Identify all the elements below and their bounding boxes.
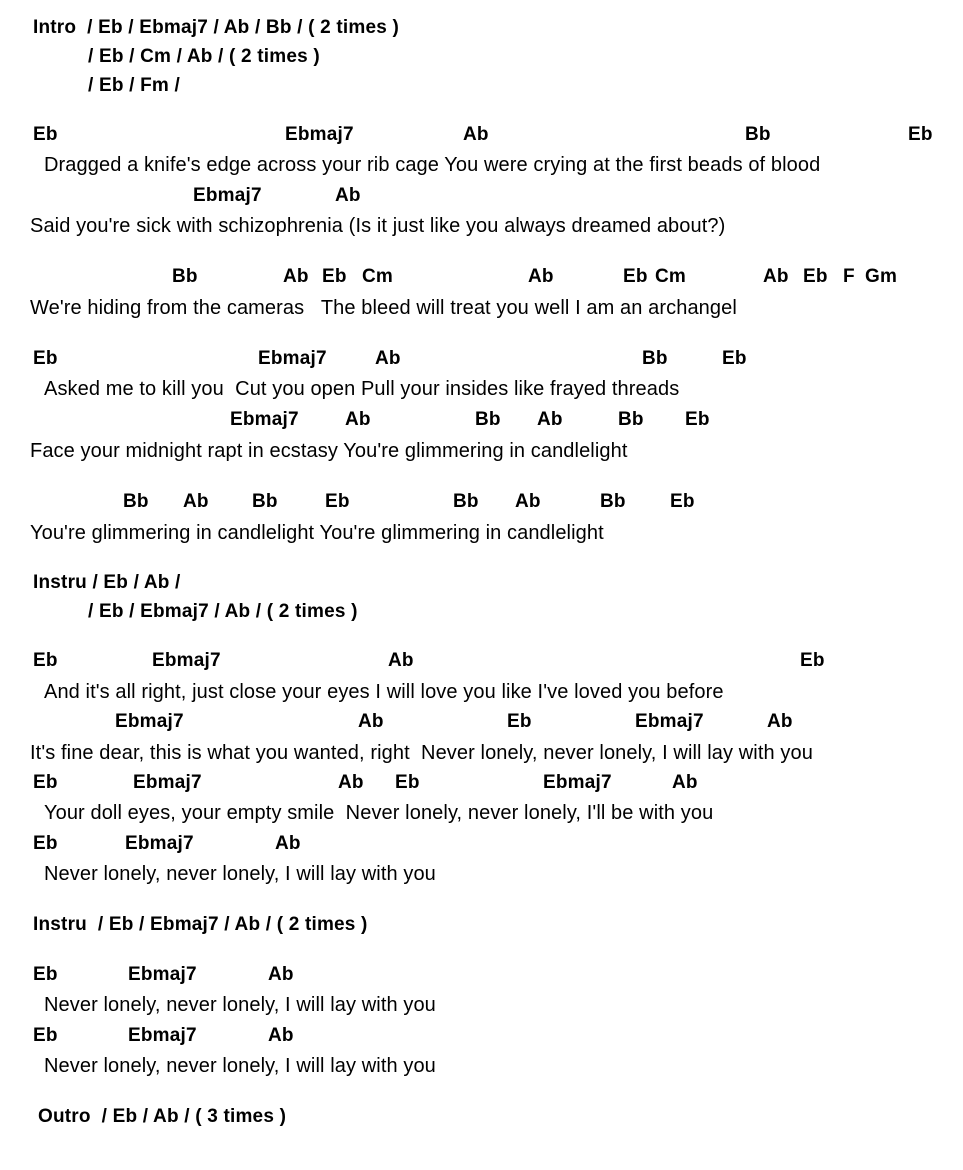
chord: Ab (358, 711, 384, 732)
chord: F (843, 266, 855, 287)
chord: Bb (453, 491, 479, 512)
chord: Bb (600, 491, 626, 512)
chord: Eb (908, 124, 933, 145)
chord: Bb (745, 124, 771, 145)
chord: Ab (335, 185, 361, 206)
chord: Ebmaj7 (230, 409, 299, 430)
chord: Bb (252, 491, 278, 512)
chord-line (0, 651, 963, 671)
chord: Ebmaj7 (125, 833, 194, 854)
chord: Eb (33, 964, 58, 985)
section-line: Instru / Eb / Ab / (33, 572, 181, 593)
chord: Ebmaj7 (128, 964, 197, 985)
chord-line (0, 349, 963, 369)
chord: Ab (767, 711, 793, 732)
chord: Eb (322, 266, 347, 287)
chord: Bb (172, 266, 198, 287)
chord: Eb (623, 266, 648, 287)
chord: Bb (642, 348, 668, 369)
chord: Ab (672, 772, 698, 793)
lyric-line: Never lonely, never lonely, I will lay with you (44, 863, 436, 885)
section-line: Intro / Eb / Ebmaj7 / Ab / Bb / ( 2 times ) (33, 17, 399, 38)
chord: Ab (268, 964, 294, 985)
chord: Eb (33, 348, 58, 369)
chord-line (0, 773, 963, 793)
chord: Ab (183, 491, 209, 512)
chord-line (0, 1026, 963, 1046)
chord: Ab (463, 124, 489, 145)
lyric-line: Asked me to kill you Cut you open Pull your insides like frayed threads (44, 378, 680, 400)
chord: Cm (655, 266, 687, 287)
chord: Ebmaj7 (258, 348, 327, 369)
chord: Eb (33, 833, 58, 854)
chord: Ab (345, 409, 371, 430)
section-line: Instru / Eb / Ebmaj7 / Ab / ( 2 times ) (33, 914, 368, 935)
chord-line (0, 267, 963, 287)
chord-line (0, 965, 963, 985)
chord: Ab (537, 409, 563, 430)
lyric-line: We're hiding from the cameras The bleed will treat you well I am an archangel (30, 297, 737, 319)
chord: Ebmaj7 (152, 650, 221, 671)
lyric-line: And it's all right, just close your eyes I will love you like I've loved you before (44, 681, 724, 703)
chord: Ebmaj7 (128, 1025, 197, 1046)
chord: Eb (803, 266, 828, 287)
section-line: / Eb / Ebmaj7 / Ab / ( 2 times ) (88, 601, 358, 622)
lyric-line: Dragged a knife's edge across your rib cage You were crying at the first beads of blood (44, 154, 821, 176)
chord: Cm (362, 266, 394, 287)
chord-line (0, 712, 963, 732)
chord: Eb (33, 650, 58, 671)
chord: Eb (685, 409, 710, 430)
chord: Ab (268, 1025, 294, 1046)
chord: Ab (283, 266, 309, 287)
lyric-line: Your doll eyes, your empty smile Never lonely, never lonely, I'll be with you (44, 802, 714, 824)
chord: Ebmaj7 (193, 185, 262, 206)
chord: Eb (395, 772, 420, 793)
chord: Eb (722, 348, 747, 369)
chord: Ebmaj7 (133, 772, 202, 793)
lyric-line: Face your midnight rapt in ecstasy You're glimmering in candlelight (30, 440, 628, 462)
section-line: / Eb / Fm / (88, 75, 180, 96)
chord: Ab (275, 833, 301, 854)
chord: Ab (763, 266, 789, 287)
chord: Ab (515, 491, 541, 512)
chord: Eb (325, 491, 350, 512)
chord: Ab (338, 772, 364, 793)
lyric-line: Never lonely, never lonely, I will lay with you (44, 994, 436, 1016)
chord: Bb (618, 409, 644, 430)
chord: Eb (507, 711, 532, 732)
chord-line (0, 410, 963, 430)
chord: Ab (388, 650, 414, 671)
lyric-line: Said you're sick with schizophrenia (Is it just like you always dreamed about?) (30, 215, 726, 237)
chord: Bb (123, 491, 149, 512)
chord-line (0, 492, 963, 512)
chord-line (0, 125, 963, 145)
chord: Ebmaj7 (543, 772, 612, 793)
chord: Eb (33, 124, 58, 145)
chord-line (0, 834, 963, 854)
lyric-line: Never lonely, never lonely, I will lay with you (44, 1055, 436, 1077)
chord: Ebmaj7 (635, 711, 704, 732)
chord: Ab (528, 266, 554, 287)
chord-line (0, 186, 963, 206)
lyric-line: You're glimmering in candlelight You're glimmering in candlelight (30, 522, 604, 544)
chord: Ebmaj7 (285, 124, 354, 145)
chord: Eb (33, 772, 58, 793)
chord: Ab (375, 348, 401, 369)
chord: Eb (33, 1025, 58, 1046)
chord: Ebmaj7 (115, 711, 184, 732)
chord: Eb (670, 491, 695, 512)
chord: Gm (865, 266, 898, 287)
chord: Bb (475, 409, 501, 430)
lyric-line: It's fine dear, this is what you wanted, right Never lonely, never lonely, I will lay with you (30, 742, 813, 764)
section-line: / Eb / Cm / Ab / ( 2 times ) (88, 46, 320, 67)
chord: Eb (800, 650, 825, 671)
section-line: Outro / Eb / Ab / ( 3 times ) (38, 1106, 287, 1127)
